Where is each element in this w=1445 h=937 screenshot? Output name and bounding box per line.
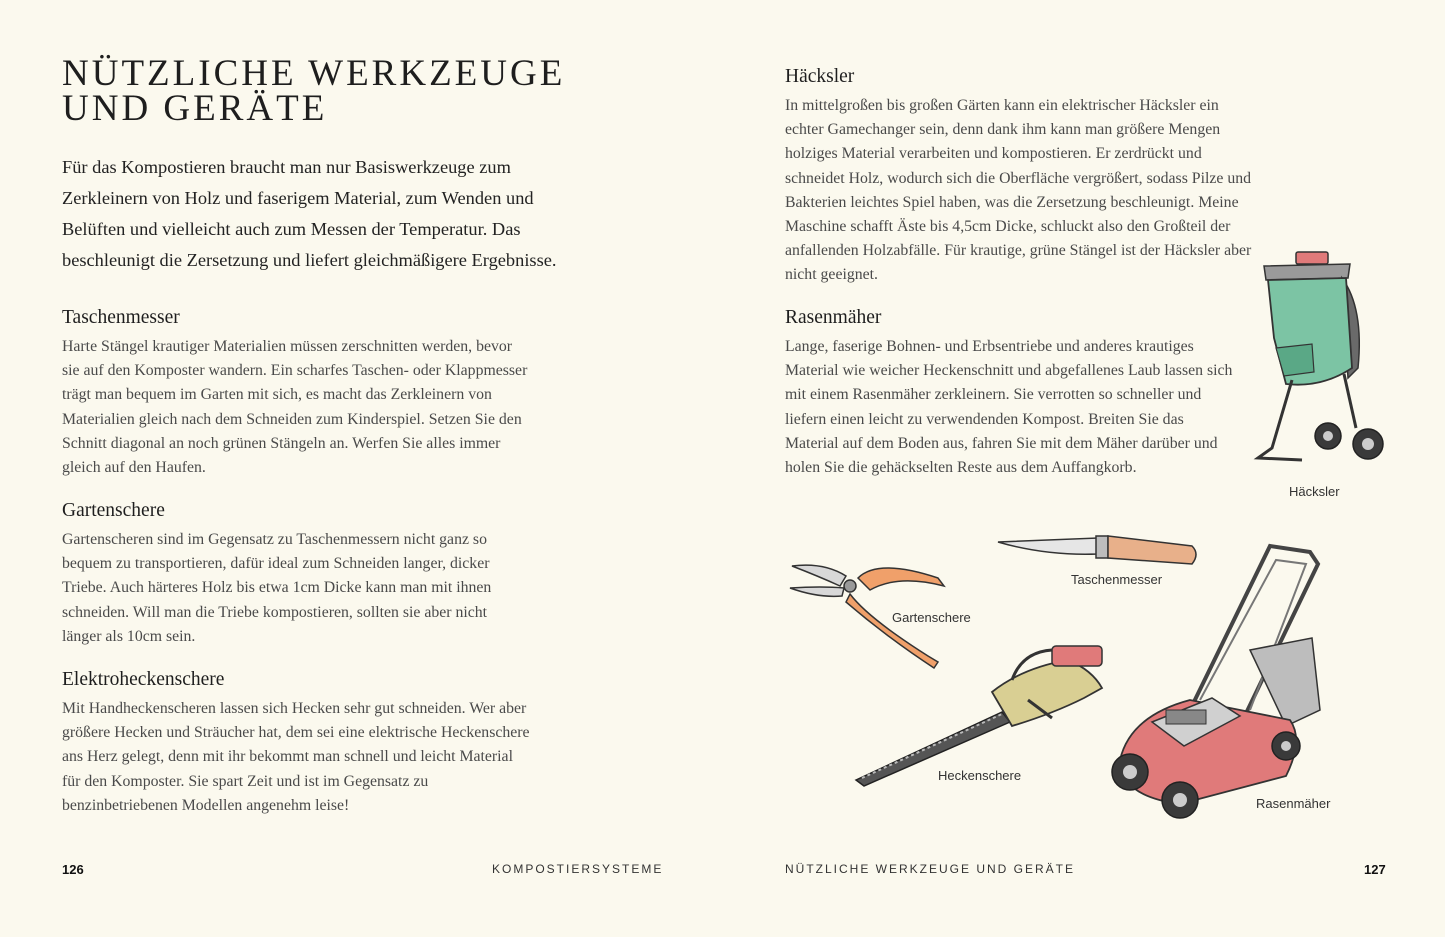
- hedge-trimmer-illustration: [852, 640, 1112, 788]
- caption-haecksler: Häcksler: [1289, 484, 1340, 499]
- caption-heckenschere: Heckenschere: [938, 768, 1022, 783]
- section-text: Lange, faserige Bohnen- und Erbsentriebe und anderes krautiges Material wie weicher Heckenschnitt und abgefallenes Laub lassen sich mit einem Rasenmäher zerkleinern. Sie verrotten so schneller und liefern einen leicht zu verwendenden Kompost. Breiten Sie das Material auf dem Boden aus, fahren Sie mit dem Mäher darüber und holen Sie die gehäckselten Reste aus dem Auffangkorb.: [785, 338, 1233, 477]
- running-head-right: NÜTZLICHE WERKZEUGE UND GERÄTE: [785, 862, 1076, 876]
- section-taschenmesser: [62, 306, 532, 480]
- section-heading: Häcksler: [785, 66, 855, 87]
- section-text: In mittelgroßen bis großen Gärten kann ein elektrischer Häcksler ein echter Gamechanger sein, denn dank ihm kann man größere Mengen holziges Material verarbeiten und kompostieren. Er zerdrückt und schneidet Holz, wodurch sich die Oberfläche vergrößert, sodass Pilze und Bakterien leichtes Spiel haben, was die Zersetzung beschleunigt. Meine Maschine schafft Äste bis 4,5cm Dicke, schluckt also den Großteil der anfallenden Holzabfälle. Für krautige, grüne Stängel ist der Häcksler aber nicht geeignet.: [785, 97, 1252, 284]
- section-heading: Taschenmesser: [62, 307, 180, 328]
- lawn-mower-illustration: [1100, 540, 1326, 826]
- section-heading: Rasenmäher: [785, 307, 882, 328]
- running-head-left: KOMPOSTIERSYSTEME: [492, 862, 664, 876]
- section-text: Gartenscheren sind im Gegensatz zu Taschenmessern nicht ganz so bequem zu transportieren, dafür ideal zum Schneiden langer, dicker Triebe. Auch härteres Holz bis etwa 1cm Dicke kann man mit ihnen schneiden. Will man die Triebe kompostieren, sollten sie aber nicht länger als 10cm sein.: [62, 531, 492, 645]
- section-heading: Elektroheckenschere: [62, 669, 225, 690]
- section-heading: Gartenschere: [62, 500, 165, 521]
- section-haecksler: [785, 65, 1255, 288]
- left-page: [0, 0, 722, 937]
- intro-paragraph: Für das Kompostieren braucht man nur Basiswerkzeuge zum Zerkleinern von Holz und faserigem Material, zum Wenden und Belüften und vielleicht auch zum Messen der Temperatur. Das beschleunigt die Zersetzung und liefert gleichmäßigere Ergebnisse.: [62, 157, 557, 270]
- section-rasenmaeher: [785, 306, 1240, 480]
- section-gartenschere: [62, 499, 522, 649]
- title-line-1: NÜTZLICHE WERKZEUGE: [62, 53, 566, 94]
- caption-gartenschere: Gartenschere: [892, 610, 971, 625]
- page-number-right: 127: [1364, 862, 1386, 877]
- shredder-illustration: [1252, 248, 1392, 473]
- title-line-2: UND GERÄTE: [62, 88, 328, 129]
- page-number-left: 126: [62, 862, 84, 877]
- caption-taschenmesser: Taschenmesser: [1071, 572, 1163, 587]
- caption-rasenmaeher: Rasenmäher: [1256, 796, 1331, 811]
- section-text: Mit Handheckenscheren lassen sich Hecken sehr gut schneiden. Wer aber größere Hecken und Sträucher hat, dem sei eine elektrische Heckenschere ans Herz gelegt, denn mit ihr bekommt man schnell und leicht Material für den Komposter. Sie spart Zeit und ist im Gegensatz zu benzinbetriebenen Modellen angenehm leise!: [62, 700, 530, 814]
- right-page: [722, 0, 1445, 937]
- section-elektroheckenschere: [62, 668, 530, 818]
- page-title: [62, 53, 682, 129]
- section-text: Harte Stängel krautiger Materialien müssen zerschnitten werden, bevor sie auf den Komposter wandern. Ein scharfes Taschen- oder Klappmesser trägt man bequem im Garten mit sich, es macht das Zerkleinern von Materialien gleich nach dem Schneiden zum Kinderspiel. Setzen Sie den Schnitt diagonal an noch grünen Stängeln an. Werfen Sie alles immer gleich auf den Haufen.: [62, 338, 528, 477]
